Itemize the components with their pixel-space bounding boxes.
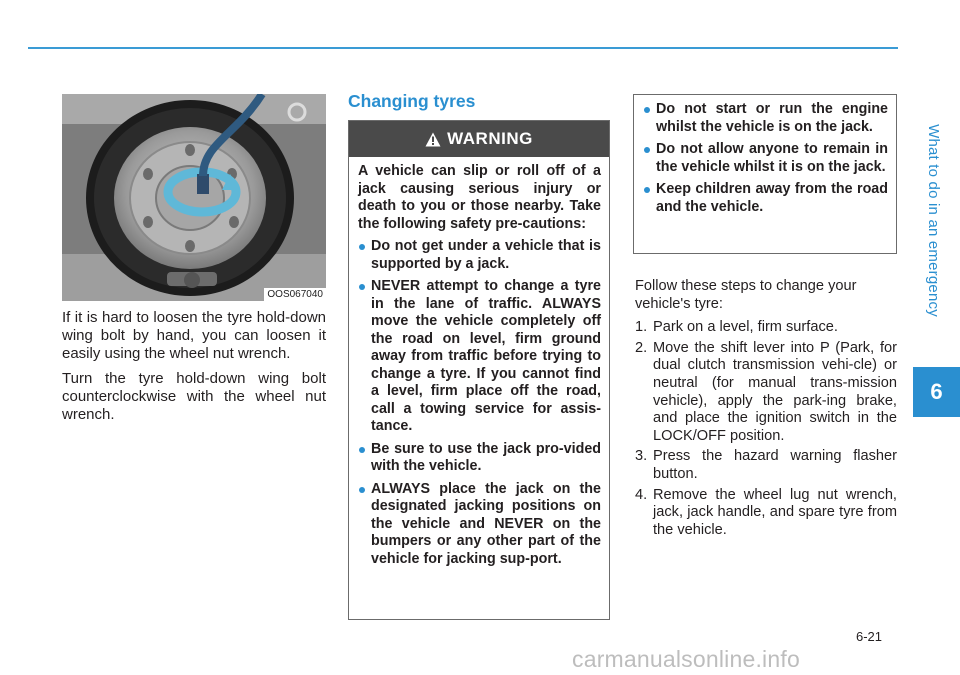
step-number: 2. [635, 339, 648, 356]
warning-triangle-icon [425, 132, 441, 147]
warning-bullet-list [358, 238, 601, 568]
header-rule [28, 47, 898, 49]
warning-bullet: NEVER attempt to change a tyre in the lane of traffic. ALWAYS move the vehicle completely off the road on level, firm ground away from traffic before trying to change a tyre. If you cannot find a level, firm place off the road, call a towing service for assis-tance. [358, 278, 601, 436]
page-number: 6-21 [856, 629, 883, 644]
watermark-text: carmanualsonline.info [572, 646, 800, 672]
warning-bullet: Do not get under a vehicle that is supported by a jack. [358, 238, 601, 273]
warning-bullet: Be sure to use the jack pro-vided with the vehicle. [358, 441, 601, 476]
chapter-side-title: What to do in an emergency [924, 123, 942, 317]
warning-bullet: Do not allow anyone to remain in the vehicle whilst it is on the jack. [643, 141, 888, 176]
spare-tyre-illustration [62, 94, 326, 301]
warning-header [349, 121, 609, 157]
paragraph: Turn the tyre hold-down wing bolt counterclockwise with the wheel nut wrench. [62, 370, 326, 423]
warning-bullet: ALWAYS place the jack on the designated jacking positions on the vehicle and NEVER on the bumpers or any other part of the vehicle for jacking sup-port. [358, 481, 601, 569]
warning-continued-box [633, 94, 897, 254]
step-text: Park on a level, firm surface. [653, 319, 838, 336]
step-number: 4. [635, 486, 648, 503]
procedure-step [635, 319, 897, 337]
warning-bullet: Keep children away from the road and the vehicle. [643, 181, 888, 216]
warning-body [349, 157, 609, 568]
figure-code: OOS067040 [264, 288, 326, 301]
warning-label: WARNING [447, 129, 533, 148]
chapter-number: 6 [930, 379, 943, 404]
paragraph: If it is hard to loosen the tyre hold-down wing bolt by hand, you can loosen it easily using the wheel nut wrench. [62, 309, 326, 362]
section-heading: Changing tyres [348, 91, 476, 111]
procedure-step [635, 340, 897, 446]
step-number: 1. [635, 319, 648, 336]
procedure-steps [635, 319, 897, 539]
left-column-text [62, 309, 326, 432]
warning-box [348, 120, 610, 620]
warning-continued-list [643, 101, 888, 216]
procedure-step [635, 487, 897, 540]
warning-intro: A vehicle can slip or roll off of a jack causing serious injury or death to you or those nearby. Take the following safety pre-cautions: [358, 163, 601, 232]
step-text: Remove the wheel lug nut wrench, jack, jack handle, and spare tyre from the vehicle. [653, 486, 897, 538]
procedure-intro: Follow these steps to change your vehicle's tyre: [635, 278, 857, 312]
step-number: 3. [635, 448, 648, 465]
spare-tyre-photo [62, 94, 326, 301]
step-text: Press the hazard warning flasher button. [653, 448, 897, 482]
warning-bullet: Do not start or run the engine whilst the vehicle is on the jack. [643, 101, 888, 136]
procedure-section [635, 278, 897, 542]
chapter-number-tab[interactable] [913, 367, 960, 417]
procedure-step [635, 448, 897, 483]
step-text: Move the shift lever into P (Park, for dual clutch transmission vehi-cle) or neutral (for manual trans-mission vehicle), apply the park-ing brake, and place the ignition switch in the LOCK/OFF position. [653, 339, 897, 444]
